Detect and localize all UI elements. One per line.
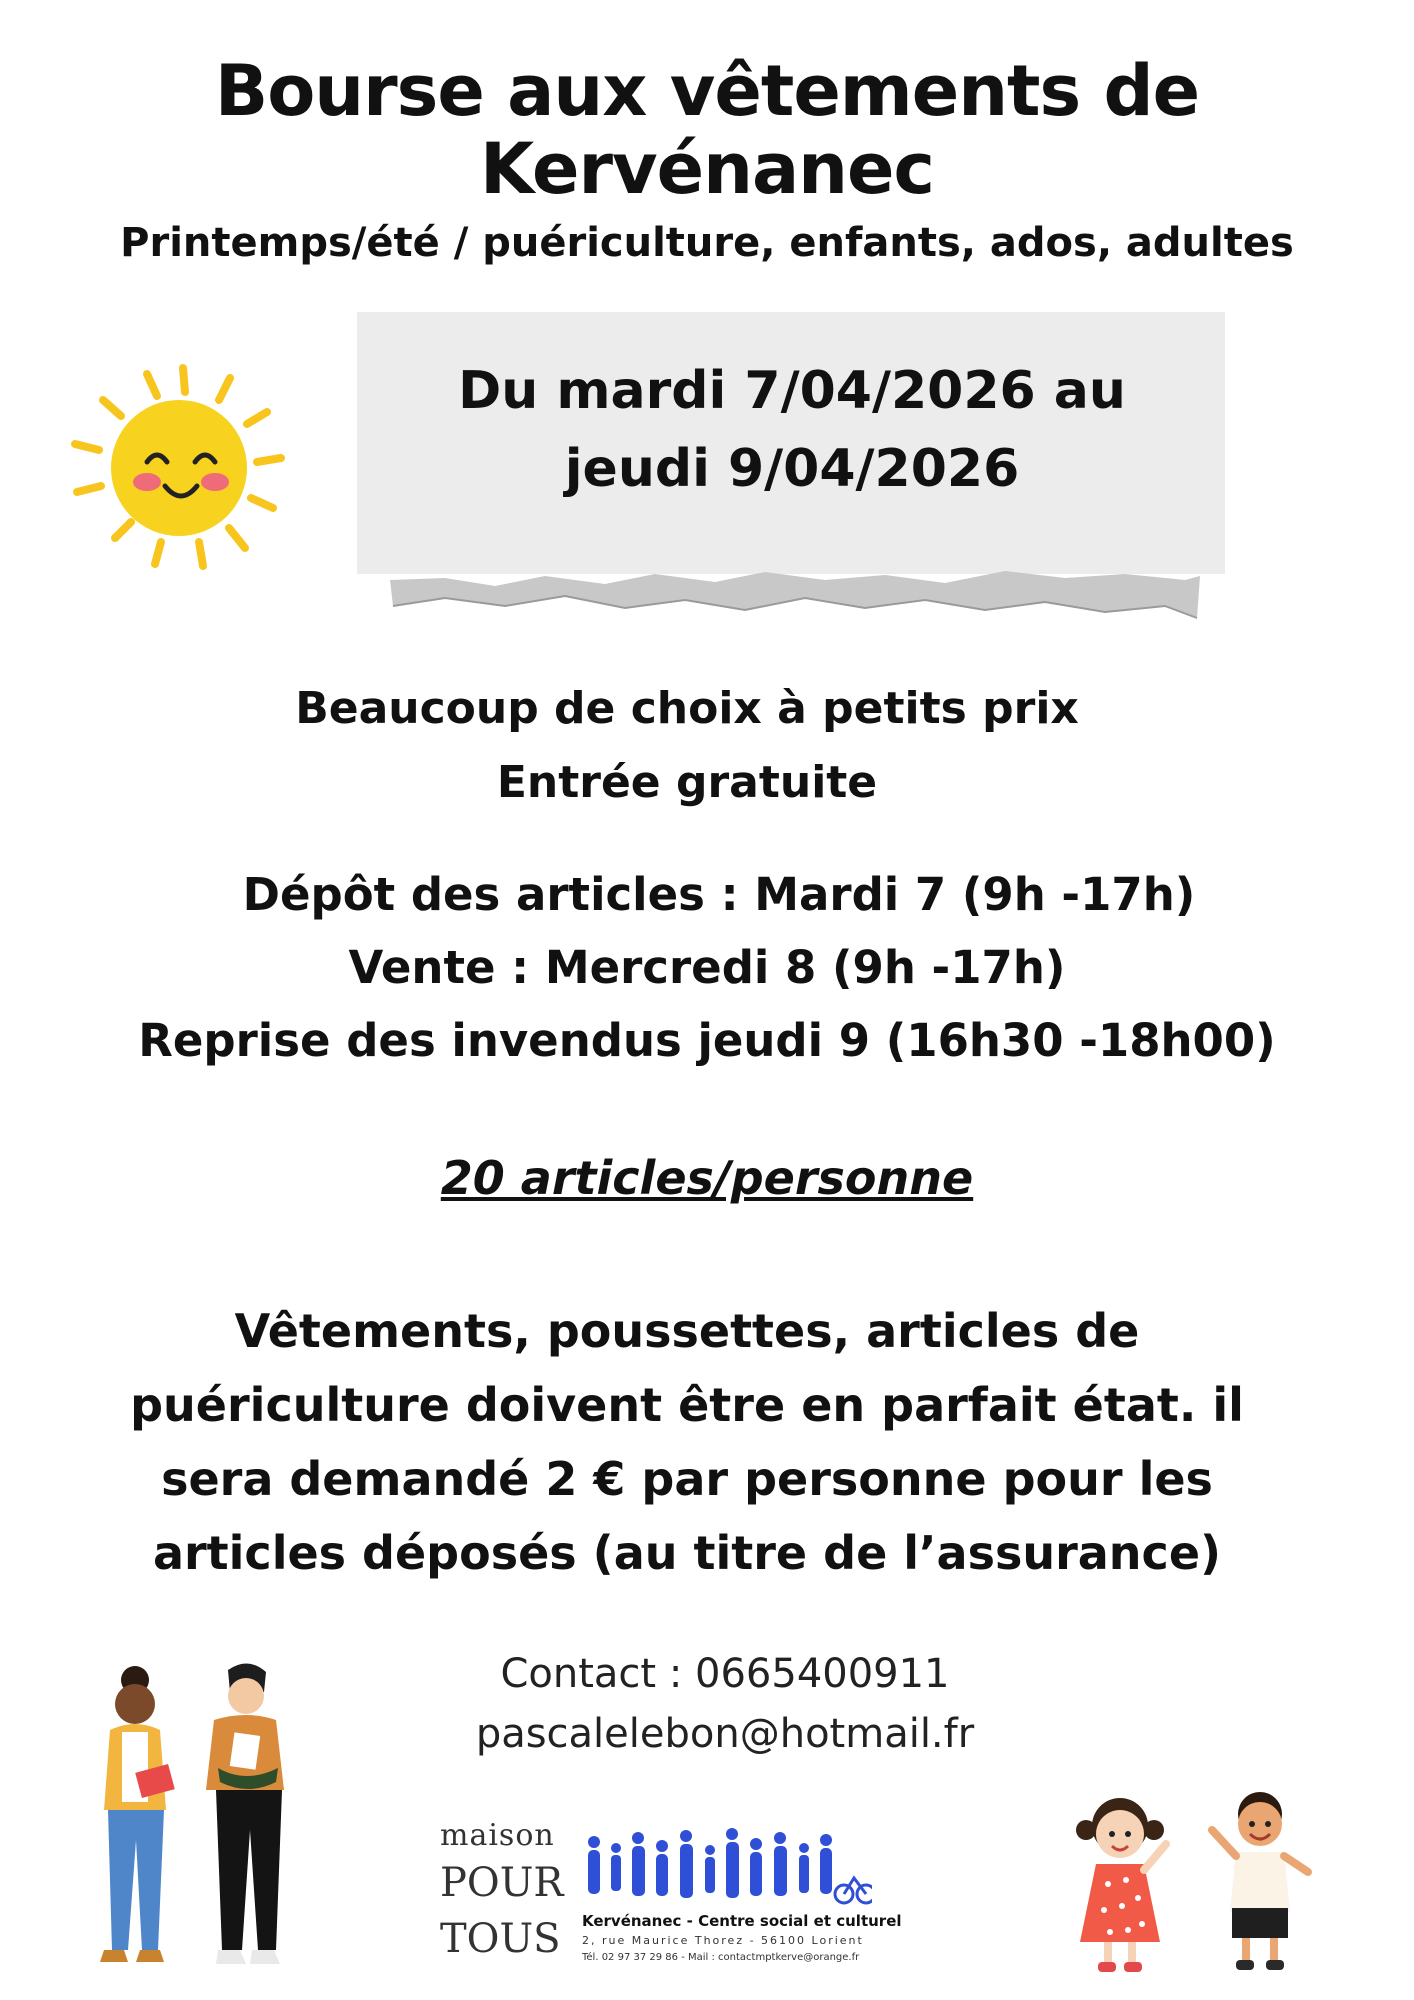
logo-org-name: Kervénanec - Centre social et culturel — [582, 1912, 902, 1930]
logo-word-maison: maison — [440, 1818, 555, 1853]
title-line-1: Bourse aux vêtements de — [214, 50, 1200, 132]
smiling-sun-icon — [55, 360, 305, 580]
conditions-line-1: Vêtements, poussettes, articles de — [234, 1304, 1140, 1358]
logo-word-tous: TOUS — [440, 1916, 561, 1962]
conditions-line-3: sera demandé 2 € par personne pour les — [161, 1452, 1213, 1506]
children-illustration — [1060, 1790, 1340, 1980]
maison-pour-tous-logo — [440, 1818, 902, 1988]
contact-block — [395, 1644, 1055, 1764]
conditions-line-4: articles déposés (au titre de l’assurance) — [152, 1526, 1222, 1580]
poster-title — [0, 52, 1414, 208]
title-line-2: Kervénanec — [480, 128, 934, 210]
schedule-deposit: Dépôt des articles : Mardi 7 (9h -17h) — [242, 868, 1196, 921]
adults-illustration — [80, 1650, 330, 1980]
schedule-block — [0, 858, 1414, 1077]
schedule-return: Reprise des invendus jeudi 9 (16h30 -18h00) — [138, 1014, 1276, 1067]
torn-paper-edge — [385, 566, 1205, 626]
schedule-sale: Vente : Mercredi 8 (9h -17h) — [348, 941, 1066, 994]
offer-line-1: Beaucoup de choix à petits prix — [295, 683, 1079, 734]
offer-line-2: Entrée gratuite — [496, 757, 878, 808]
logo-word-pour: POUR — [440, 1860, 564, 1906]
date-line-2: jeudi 9/04/2026 — [564, 439, 1020, 499]
logo-address: 2, rue Maurice Thorez - 56100 Lorient — [582, 1934, 864, 1947]
article-quota: 20 articles/personne — [440, 1151, 974, 1205]
date-line-1: Du mardi 7/04/2026 au — [458, 361, 1126, 421]
conditions-line-2: puériculture doivent être en parfait état. il — [130, 1378, 1244, 1432]
logo-tel-mail: Tél. 02 97 37 29 86 - Mail : contactmptkerve@orange.fr — [582, 1952, 860, 1963]
conditions-block — [0, 1294, 1394, 1590]
poster-subtitle: Printemps/été / puériculture, enfants, ados, adultes — [120, 220, 1294, 266]
offer-block — [0, 672, 1394, 820]
contact-email[interactable]: pascalelebon@hotmail.fr — [475, 1711, 975, 1757]
event-dates — [412, 352, 1172, 508]
contact-phone: Contact : 0665400911 — [500, 1651, 950, 1697]
crowd-silhouette-icon — [582, 1822, 872, 1908]
